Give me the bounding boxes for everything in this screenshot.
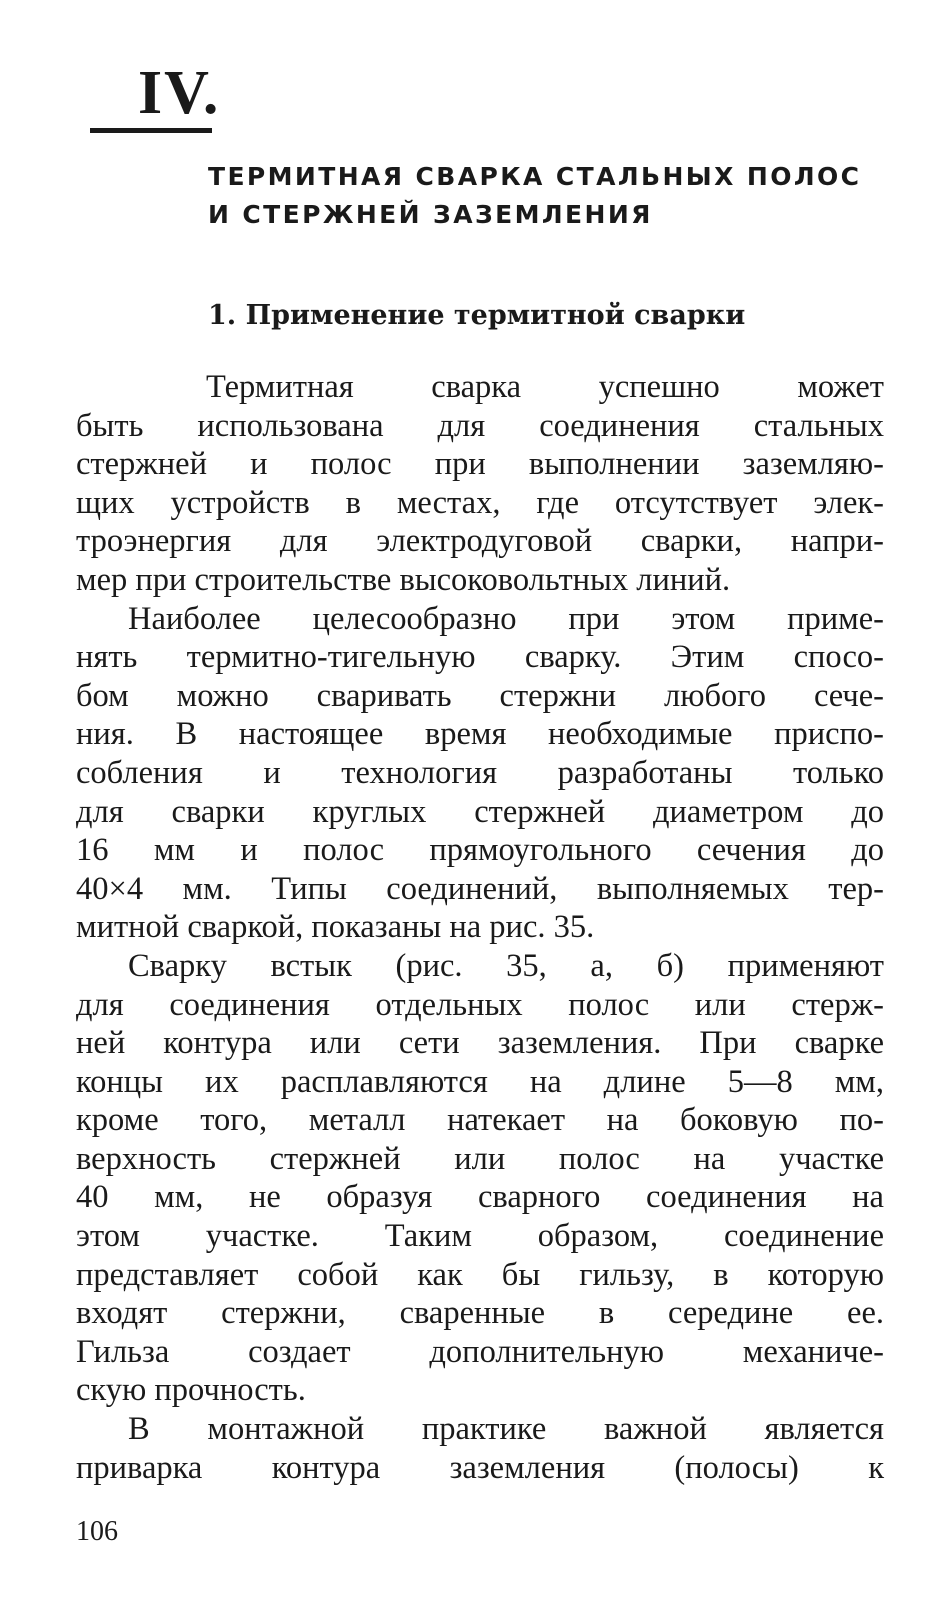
text-line: скую прочность.	[76, 1372, 306, 1409]
text-line: для сварки круглых стержней диаметром до	[76, 793, 884, 830]
text-line: Наиболее целесообразно при этом приме-	[128, 600, 884, 637]
text-line: входят стержни, сваренные в середине ее.	[76, 1295, 884, 1332]
text-line: митной сваркой, показаны на рис. 35.	[76, 909, 595, 946]
text-line: собления и технология разработаны только	[76, 754, 884, 791]
text-line: нять термитно-тигельную сварку. Этим спосо-	[76, 639, 884, 676]
text-line: стержней и полос при выполнении заземляю-	[76, 446, 884, 483]
page-number: 106	[76, 1516, 118, 1547]
text-line: кроме того, металл натекает на боковую по-	[76, 1102, 884, 1139]
body-text	[76, 368, 884, 1487]
text-line: представляет собой как бы гильзу, в которую	[76, 1256, 884, 1293]
text-line: быть использована для соединения стальных	[76, 407, 884, 444]
text-line: троэнергия для электродуговой сварки, напри-	[76, 523, 884, 560]
text-line: верхность стержней или полос на участке	[76, 1140, 884, 1177]
text-line: мер при строительстве высоковольтных линий.	[76, 561, 731, 598]
text-line: В монтажной практике важной является	[128, 1411, 884, 1448]
section-heading: 1. Применение термитной сварки	[208, 300, 746, 331]
chapter-title-line: И СТЕРЖНЕЙ ЗАЗЕМЛЕНИЯ	[208, 200, 653, 229]
chapter-title	[208, 158, 908, 234]
text-line: 40×4 мм. Типы соединений, выполняемых тер-	[76, 870, 884, 907]
chapter-title-line: ТЕРМИТНАЯ СВАРКА СТАЛЬНЫХ ПОЛОС	[208, 162, 862, 191]
text-line: щих устройств в местах, где отсутствует элек-	[76, 484, 884, 521]
chapter-underline	[90, 128, 212, 133]
chapter-number: IV.	[138, 59, 221, 127]
text-line: концы их расплавляются на длине 5—8 мм,	[76, 1063, 884, 1100]
text-line: 40 мм, не образуя сварного соединения на	[76, 1179, 884, 1216]
text-line: этом участке. Таким образом, соединение	[76, 1218, 884, 1255]
text-line: бом можно сваривать стержни любого сече-	[76, 677, 884, 714]
text-line: Термитная сварка успешно может	[206, 369, 884, 405]
text-line: Сварку встык (рис. 35, а, б) применяют	[128, 947, 884, 984]
text-line: Гильза создает дополнительную механиче-	[76, 1333, 884, 1370]
text-line: приварка контура заземления (полосы) к	[76, 1449, 884, 1486]
text-line: ния. В настоящее время необходимые приспо-	[76, 716, 884, 753]
text-line: 16 мм и полос прямоугольного сечения до	[76, 832, 884, 869]
text-line: для соединения отдельных полос или стерж-	[76, 986, 884, 1023]
text-line: ней контура или сети заземления. При сварке	[76, 1025, 884, 1062]
